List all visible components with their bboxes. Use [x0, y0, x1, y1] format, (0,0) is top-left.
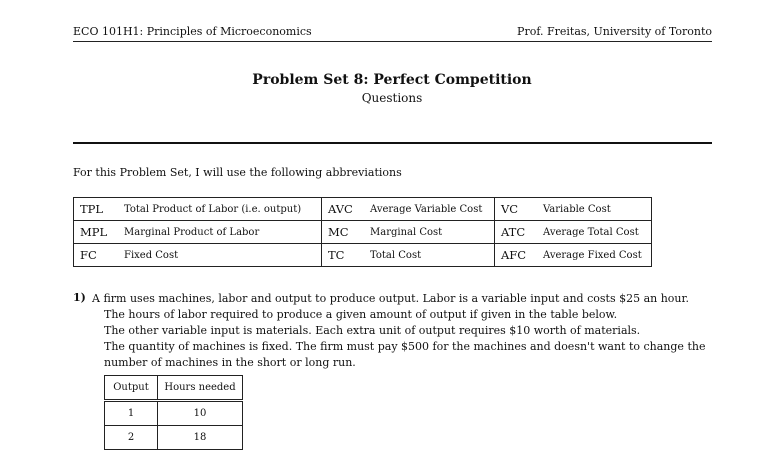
page-subtitle: Questions — [361, 91, 423, 105]
table-header-row — [105, 376, 243, 401]
column-header: Hours needed — [158, 376, 243, 401]
intro-text: For this Problem Set, I will use the following abbreviations — [73, 166, 402, 179]
def-cell: Average Total Cost — [539, 221, 652, 244]
abbr-cell: AFC — [495, 244, 540, 267]
def-cell: Average Variable Cost — [366, 198, 495, 221]
question-line: The other variable input is materials. Each extra unit of output requires $10 worth of materials. — [104, 324, 641, 337]
hours-table — [104, 375, 243, 450]
question-line: number of machines in the short or long run. — [104, 356, 356, 369]
table-row — [105, 426, 243, 450]
header-instructor: Prof. Freitas, University of Toronto — [517, 25, 712, 38]
abbr-cell: MPL — [74, 221, 121, 244]
def-cell: Marginal Product of Labor — [120, 221, 322, 244]
question-line: A firm uses machines, labor and output to produce output. Labor is a variable input and costs $25 an hour. — [92, 292, 690, 305]
def-cell: Variable Cost — [539, 198, 652, 221]
table-row — [74, 221, 652, 244]
question-number: 1) — [73, 291, 86, 304]
abbr-cell: AVC — [322, 198, 367, 221]
table-row — [74, 198, 652, 221]
def-cell: Total Cost — [366, 244, 495, 267]
table-row — [74, 244, 652, 267]
hours-cell: 18 — [158, 426, 243, 450]
abbr-cell: TPL — [74, 198, 121, 221]
abbreviations-table — [73, 197, 652, 267]
abbr-cell: TC — [322, 244, 367, 267]
abbr-cell: ATC — [495, 221, 540, 244]
header-course: ECO 101H1: Principles of Microeconomics — [73, 25, 312, 38]
abbr-cell: MC — [322, 221, 367, 244]
hours-cell: 10 — [158, 401, 243, 426]
section-rule — [73, 142, 712, 144]
question-text — [92, 291, 714, 371]
output-cell: 2 — [105, 426, 158, 450]
column-header: Output — [105, 376, 158, 401]
abbr-cell: VC — [495, 198, 540, 221]
header-rule — [73, 41, 712, 42]
abbr-cell: FC — [74, 244, 121, 267]
page-title: Problem Set 8: Perfect Competition — [252, 72, 532, 88]
def-cell: Fixed Cost — [120, 244, 322, 267]
def-cell: Marginal Cost — [366, 221, 495, 244]
question-line: The hours of labor required to produce a given amount of output if given in the table below. — [104, 308, 618, 321]
def-cell: Total Product of Labor (i.e. output) — [120, 198, 322, 221]
def-cell: Average Fixed Cost — [539, 244, 652, 267]
output-cell: 1 — [105, 401, 158, 426]
table-row — [105, 401, 243, 426]
question-line: The quantity of machines is fixed. The firm must pay $500 for the machines and doesn't want to change the — [104, 340, 706, 353]
